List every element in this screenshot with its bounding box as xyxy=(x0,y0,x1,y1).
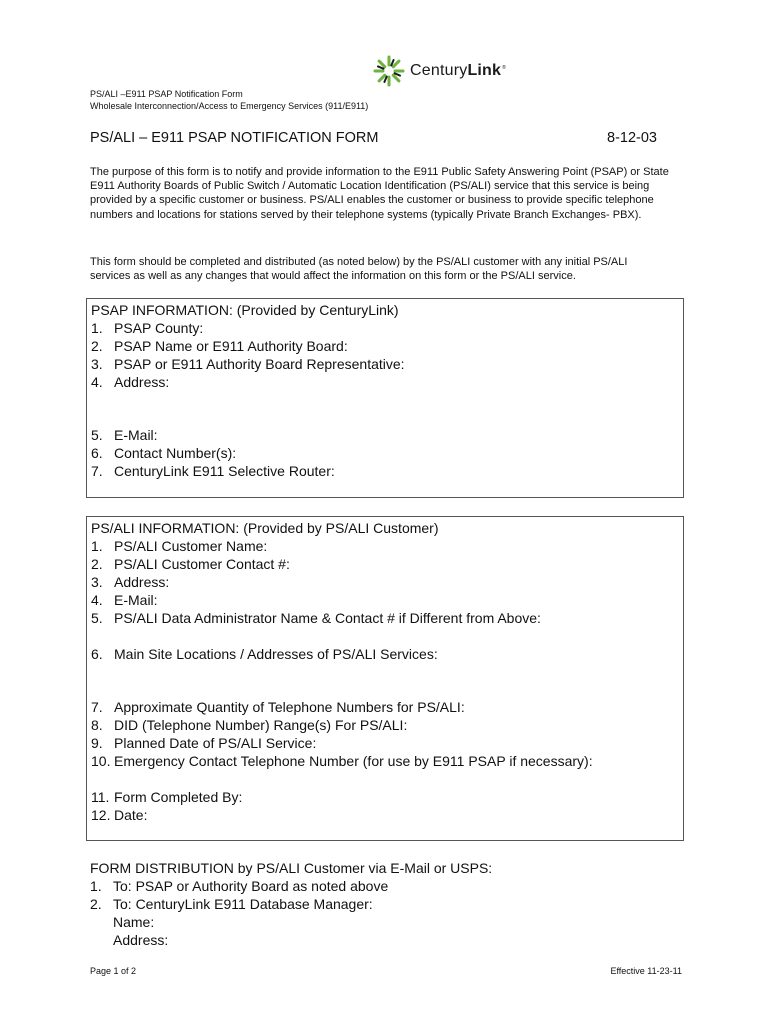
psali-heading: PS/ALI INFORMATION: (Provided by PS/ALI Customer) xyxy=(91,520,439,536)
psap-item: 1. PSAP County: xyxy=(91,320,204,336)
form-header-line-1: PS/ALI –E911 PSAP Notification Form xyxy=(90,89,243,99)
psali-item: 6. Main Site Locations / Addresses of PS/ALI Services: xyxy=(91,646,438,662)
psap-item: 7. CenturyLink E911 Selective Router: xyxy=(91,463,335,479)
distribution-sub-name: Name: xyxy=(113,914,155,930)
psali-item: 3. Address: xyxy=(91,574,170,590)
form-header-line-2: Wholesale Interconnection/Access to Emergency Services (911/E911) xyxy=(90,101,369,111)
distribution-item: 2. To: CenturyLink E911 Database Manager: xyxy=(90,896,373,912)
centurylink-burst-logo-icon xyxy=(372,54,406,88)
psap-item: 5. E-Mail: xyxy=(91,427,158,443)
psali-item: 7. Approximate Quantity of Telephone Numbers for PS/ALI: xyxy=(91,699,465,715)
psali-item: 8. DID (Telephone Number) Range(s) For PS/ALI: xyxy=(91,717,408,733)
effective-date: Effective 11-23-11 xyxy=(610,966,682,976)
psap-heading: PSAP INFORMATION: (Provided by CenturyLink) xyxy=(91,302,399,318)
intro-paragraph-2: This form should be completed and distributed (as noted below) by the PS/ALI customer with any initial PS/ALI services as well as any changes that would affect the information on this form or the PS/ALI service. xyxy=(90,256,628,283)
psali-item: 12. Date: xyxy=(91,807,148,823)
distribution-sub-address: Address: xyxy=(113,932,169,948)
psap-item: 6. Contact Number(s): xyxy=(91,445,237,461)
psap-item: 4. Address: xyxy=(91,374,170,390)
psali-item: 9. Planned Date of PS/ALI Service: xyxy=(91,735,317,751)
psap-information-box xyxy=(86,298,684,498)
page-number: Page 1 of 2 xyxy=(90,966,137,976)
psali-item: 2. PS/ALI Customer Contact #: xyxy=(91,556,290,572)
psali-item: 4. E-Mail: xyxy=(91,592,158,608)
psali-item: 5. PS/ALI Data Administrator Name & Contact # if Different from Above: xyxy=(91,610,541,626)
intro-paragraph-1: The purpose of this form is to notify and provide information to the E911 Public Safety Answering Point (PSAP) or State E911 Authority Boards of Public Switch / Automatic Location Identification (PS/ALI) service that this service is being provided by a specific customer or business. PS/ALI enables the customer or business to provide specific telephone numbers and locations for stations served by their telephone systems (typically Private Branch Exchanges- PBX). xyxy=(90,166,669,221)
logo-wordmark: CenturyLink® xyxy=(410,62,507,79)
psali-item: 10. Emergency Contact Telephone Number (for use by E911 PSAP if necessary): xyxy=(91,753,593,769)
psap-item: 3. PSAP or E911 Authority Board Representative: xyxy=(91,356,405,372)
centurylink-logo xyxy=(372,50,518,92)
psali-item: 1. PS/ALI Customer Name: xyxy=(91,538,268,554)
distribution-heading: FORM DISTRIBUTION by PS/ALI Customer via E-Mail or USPS: xyxy=(90,860,493,876)
form-title-date: 8-12-03 xyxy=(607,130,657,146)
distribution-item: 1. To: PSAP or Authority Board as noted above xyxy=(90,878,389,894)
psali-information-box xyxy=(86,516,684,841)
form-title: PS/ALI – E911 PSAP NOTIFICATION FORM xyxy=(90,130,379,146)
psap-item: 2. PSAP Name or E911 Authority Board: xyxy=(91,338,348,354)
psali-item: 11. Form Completed By: xyxy=(91,789,243,805)
